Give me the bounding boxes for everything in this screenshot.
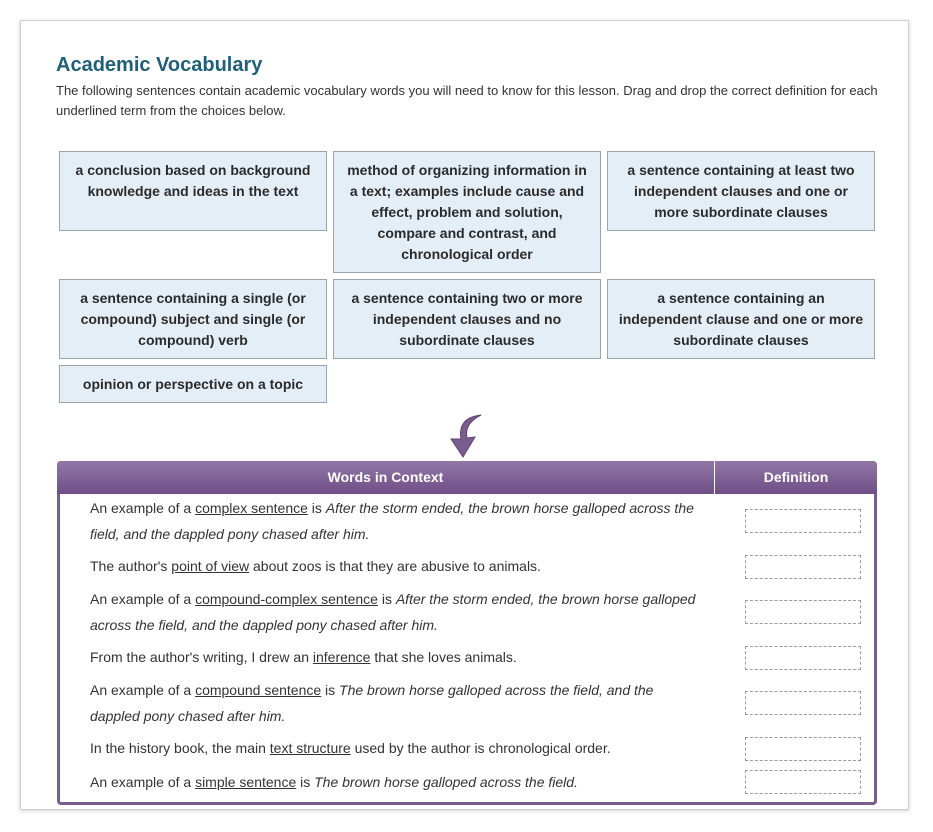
- row-text: that she loves animals.: [370, 649, 517, 665]
- vocabulary-term: simple sentence: [195, 774, 297, 790]
- example-sentence: The brown horse galloped across the field, and the dappled pony chased after him.: [90, 682, 654, 724]
- vocabulary-term: point of view: [171, 558, 250, 574]
- definition-drop-zone[interactable]: [745, 555, 861, 579]
- definition-choice-tile[interactable]: a sentence containing a single (or compound) subject and single (or compound) verb: [59, 279, 327, 359]
- row-text: An example of a: [90, 682, 196, 698]
- table-row: [90, 677, 700, 729]
- page-title: Academic Vocabulary: [56, 54, 263, 76]
- table-row: [90, 735, 700, 761]
- row-text: An example of a: [90, 774, 196, 790]
- example-sentence: After the storm ended, the brown horse galloped across the field, and the dappled pony chased after him.: [90, 500, 694, 542]
- row-text: is: [377, 591, 396, 607]
- example-sentence: The brown horse galloped across the field.: [314, 774, 578, 790]
- definition-choice-tile[interactable]: a conclusion based on background knowledge and ideas in the text: [59, 151, 327, 231]
- row-text: From the author's writing, I drew an: [90, 649, 313, 665]
- table-header: [57, 461, 877, 494]
- definition-choice-tile[interactable]: a sentence containing at least two independent clauses and one or more subordinate clauses: [607, 151, 875, 231]
- definition-drop-zone[interactable]: [745, 737, 861, 761]
- definition-choice-tile[interactable]: method of organizing information in a text; examples include cause and effect, problem and solution, compare and contrast, and chronological order: [333, 151, 601, 273]
- vocabulary-activity-card: [20, 20, 909, 810]
- vocabulary-term: text structure: [269, 740, 351, 756]
- vocabulary-term: compound-complex sentence: [195, 591, 378, 607]
- row-text: used by the author is chronological order.: [350, 740, 611, 756]
- row-text: The author's: [90, 558, 172, 574]
- words-in-context-header: Words in Context: [57, 461, 715, 494]
- definition-drop-zone[interactable]: [745, 691, 861, 715]
- table-row: [90, 553, 700, 579]
- definition-choice-tile[interactable]: a sentence containing an independent clause and one or more subordinate clauses: [607, 279, 875, 359]
- definition-header: Definition: [763, 469, 829, 485]
- definition-drop-zone[interactable]: [745, 600, 861, 624]
- row-text: An example of a: [90, 500, 196, 516]
- vocabulary-term: compound sentence: [195, 682, 322, 698]
- row-text: is: [307, 500, 326, 516]
- definition-drop-zone[interactable]: [745, 509, 861, 533]
- definition-choice-tile[interactable]: opinion or perspective on a topic: [59, 365, 327, 403]
- vocabulary-term: inference: [312, 649, 371, 665]
- table-row: [90, 495, 700, 547]
- definition-drop-zone[interactable]: [745, 770, 861, 794]
- instructions-text: The following sentences contain academic vocabulary words you will need to know for this lesson. Drag and drop the correct definition for each underlined term from the choices below.: [56, 83, 878, 118]
- row-text: is: [321, 682, 340, 698]
- vocabulary-term: complex sentence: [195, 500, 308, 516]
- example-sentence: After the storm ended, the brown horse galloped across the field, and the dappled pony chased after him.: [90, 591, 696, 633]
- table-row: [90, 586, 700, 638]
- table-row: [90, 644, 700, 670]
- table-row: [90, 769, 700, 795]
- curved-down-arrow-icon: [441, 413, 485, 459]
- row-text: is: [296, 774, 315, 790]
- row-text: An example of a: [90, 591, 196, 607]
- row-text: about zoos is that they are abusive to animals.: [249, 558, 541, 574]
- row-text: In the history book, the main: [90, 740, 270, 756]
- definition-choice-tile[interactable]: a sentence containing two or more independent clauses and no subordinate clauses: [333, 279, 601, 359]
- matching-table: [57, 461, 877, 805]
- definition-drop-zone[interactable]: [745, 646, 861, 670]
